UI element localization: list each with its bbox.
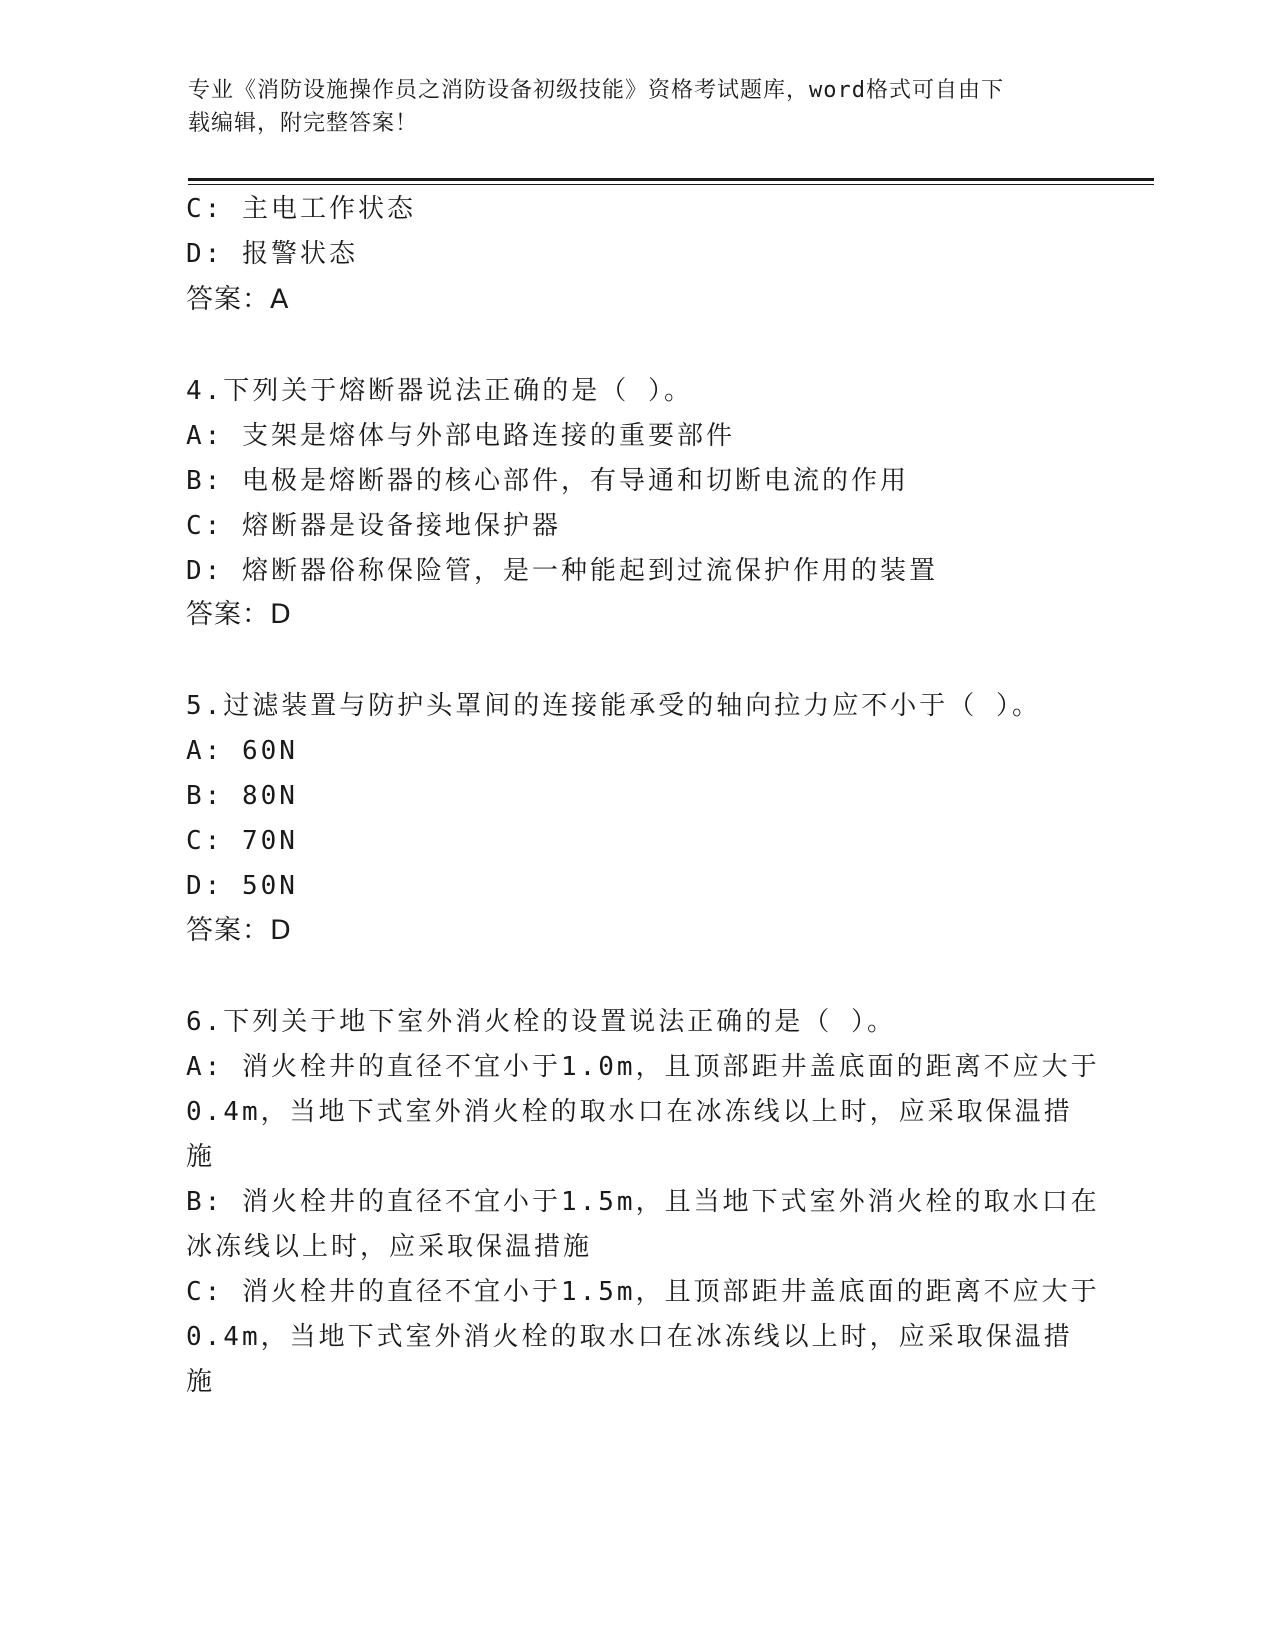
q5-answer: 答案：D (186, 915, 292, 946)
q5-option-b: B: 80N (186, 781, 298, 811)
q4-option-a: A: 支架是熔体与外部电路连接的重要部件 (186, 421, 735, 451)
q4-answer: 答案：D (186, 599, 292, 630)
q3-option-c: C: 主电工作状态 (186, 194, 416, 224)
q3-answer: 答案：A (186, 284, 290, 315)
header-line-2: 载编辑，附完整答案！ (188, 111, 419, 136)
q6-option-c-line-3: 施 (186, 1367, 216, 1397)
q6-option-a-line-3: 施 (186, 1142, 216, 1172)
q5-option-c: C: 70N (186, 826, 298, 856)
q6-option-b-line-2: 冰冻线以上时，应采取保温措施 (186, 1232, 593, 1262)
q4-stem: 4.下列关于熔断器说法正确的是（ ）。 (186, 376, 693, 406)
header-line-1: 专业《消防设施操作员之消防设备初级技能》资格考试题库，word格式可自由下 (188, 78, 1004, 103)
q5-option-a: A: 60N (186, 736, 298, 766)
q6-option-c-line-2: 0.4m，当地下式室外消火栓的取水口在冰冻线以上时，应采取保温措 (186, 1322, 1073, 1352)
q4-option-b: B: 电极是熔断器的核心部件，有导通和切断电流的作用 (186, 466, 909, 496)
q6-option-a-line-2: 0.4m，当地下式室外消火栓的取水口在冰冻线以上时，应采取保温措 (186, 1097, 1073, 1127)
q4-option-c: C: 熔断器是设备接地保护器 (186, 511, 561, 541)
header-divider-thick (188, 178, 1154, 181)
q6-option-c-line-1: C: 消火栓井的直径不宜小于1.5m，且顶部距井盖底面的距离不应大于 (186, 1277, 1100, 1307)
page-header (188, 74, 1088, 140)
header-divider-thin (188, 184, 1154, 185)
q5-stem: 5.过滤装置与防护头罩间的连接能承受的轴向拉力应不小于（ ）。 (186, 691, 1041, 721)
q3-option-d: D: 报警状态 (186, 239, 358, 269)
q6-option-b-line-1: B: 消火栓井的直径不宜小于1.5m，且当地下式室外消火栓的取水口在 (186, 1187, 1100, 1217)
q6-stem: 6.下列关于地下室外消火栓的设置说法正确的是（ ）。 (186, 1007, 896, 1037)
q4-option-d: D: 熔断器俗称保险管，是一种能起到过流保护作用的装置 (186, 556, 938, 586)
q5-option-d: D: 50N (186, 871, 298, 901)
q6-option-a-line-1: A: 消火栓井的直径不宜小于1.0m，且顶部距井盖底面的距离不应大于 (186, 1052, 1100, 1082)
